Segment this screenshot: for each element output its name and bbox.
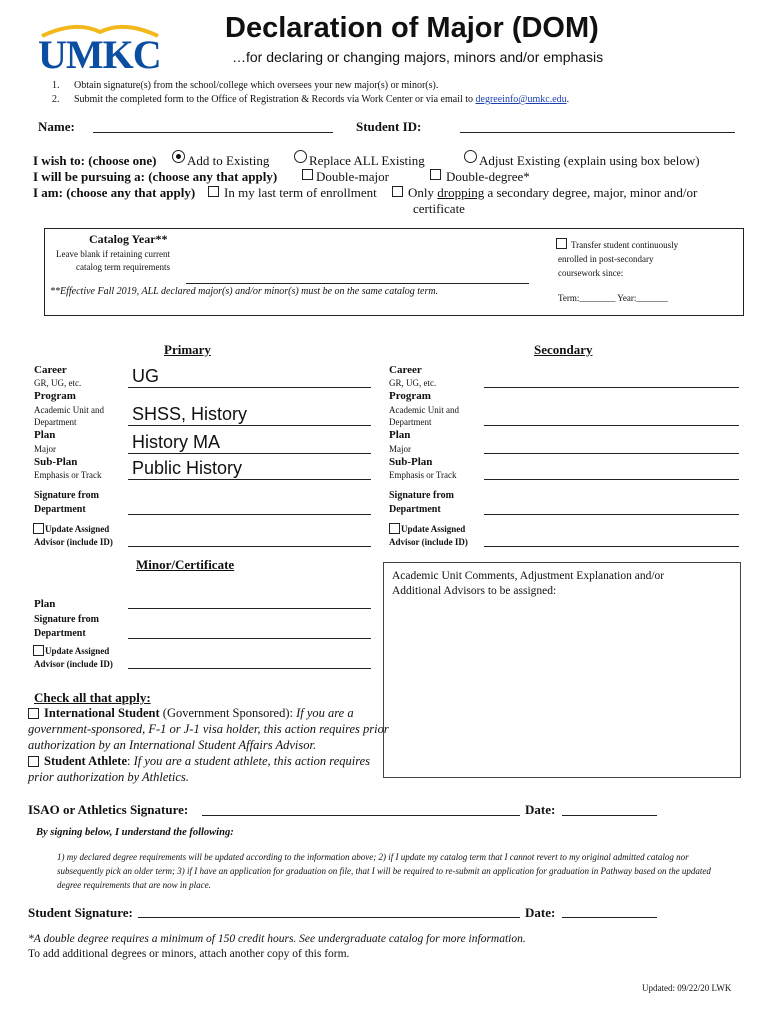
dropping-label-2: dropping [437,185,485,200]
catalog-note: **Effective Fall 2019, ALL declared major(s) and/or minor(s) must be on the same catalog term. [50,286,439,297]
check-all-heading: Check all that apply: [34,690,151,705]
double-degree-note: *A double degree requires a minimum of 150 credit hours. See undergraduate catalog for more information. [28,933,526,945]
understand-line-3: degree requirements that are now in place. [57,880,211,890]
minor-adv-label-1: Update Assigned [45,646,110,656]
international-italic-3: authorization by an International Student Affairs Advisor. [28,738,317,752]
secondary-career-hint: GR, UG, etc. [389,378,437,388]
student-id-field[interactable] [460,132,735,133]
secondary-program-hint-2: Department [389,417,432,427]
secondary-career-field[interactable] [484,387,739,388]
primary-program-hint-2: Department [34,417,77,427]
secondary-subplan-label: Sub-Plan [389,456,433,468]
last-term-label: In my last term of enrollment [224,185,377,200]
primary-advisor-checkbox[interactable] [33,523,44,534]
secondary-subplan-hint: Emphasis or Track [389,470,457,480]
comments-line-2: Additional Advisors to be assigned: [392,585,557,597]
secondary-plan-label: Plan [389,429,411,441]
dropping-label-1: Only [408,185,434,200]
umkc-logo-graphic [36,18,164,74]
primary-advisor-field[interactable] [128,546,371,547]
student-date-field[interactable] [562,917,657,918]
primary-subplan-field[interactable] [128,479,371,480]
primary-program-hint-1: Academic Unit and [34,405,104,415]
primary-heading: Primary [164,342,211,357]
primary-plan-label: Plan [34,429,56,441]
iam-label: I am: (choose any that apply) [33,185,196,200]
secondary-advisor-checkbox[interactable] [389,523,400,534]
secondary-adv-label-2: Advisor (include ID) [389,537,468,547]
student-signature-field[interactable] [138,917,520,918]
step-1: Obtain signature(s) from the school/college which oversees your new major(s) or minor(s). [74,80,439,91]
step-2-number: 2. [52,94,60,105]
secondary-sig-label-2: Department [389,504,441,515]
primary-career-field[interactable] [128,387,371,388]
primary-sig-label-1: Signature from [34,490,99,501]
secondary-advisor-field[interactable] [484,546,739,547]
dropping-label-4: certificate [413,201,465,216]
athlete-italic-2: prior authorization by Athletics. [28,770,189,784]
instructions [52,80,752,108]
wish-label: I wish to: (choose one) [33,153,157,168]
minor-advisor-checkbox[interactable] [33,645,44,656]
transfer-checkbox[interactable] [556,238,567,249]
replace-all-radio[interactable] [294,150,307,163]
student-signature-label: Student Signature: [28,905,133,920]
add-existing-label: Add to Existing [187,153,270,168]
international-checkbox[interactable] [28,708,39,719]
last-term-checkbox[interactable] [208,186,219,197]
understand-heading: By signing below, I understand the following: [36,827,234,838]
athlete-label [44,754,370,769]
international-paren: (Government Sponsored): [159,706,297,720]
primary-subplan-label: Sub-Plan [34,456,78,468]
primary-subplan-value[interactable]: Public History [132,458,243,478]
step-1-number: 1. [52,80,60,91]
secondary-heading: Secondary [534,342,593,357]
updated-note: Updated: 09/22/20 LWK [642,983,732,993]
add-existing-radio[interactable] [172,150,185,163]
international-italic-2: government-sponsored, F-1 or J-1 visa holder, this action requires prior [28,722,389,736]
isao-date-label: Date: [525,802,556,817]
step-2: Submit the completed form to the Office of Registration & Records via Work Center or via email to [74,94,474,105]
transfer-text-1: Transfer student continuously [571,240,679,250]
double-degree-label: Double-degree* [446,169,530,184]
minor-sig-label-2: Department [34,628,86,639]
minor-heading: Minor/Certificate [136,557,235,572]
dropping-checkbox[interactable] [392,186,403,197]
catalog-hint-2: catalog term requirements [76,262,170,272]
primary-signature-field[interactable] [128,514,371,515]
secondary-subplan-field[interactable] [484,479,739,480]
pursuing-label: I will be pursuing a: (choose any that apply) [33,169,278,184]
double-major-label: Double-major [316,169,389,184]
double-major-checkbox[interactable] [302,169,313,180]
student-date-label: Date: [525,905,556,920]
catalog-year-label: Catalog Year** [89,232,168,246]
secondary-sig-label-1: Signature from [389,490,454,501]
minor-sig-label-1: Signature from [34,614,99,625]
primary-subplan-hint: Emphasis or Track [34,470,102,480]
minor-plan-label: Plan [34,598,56,610]
isao-date-field[interactable] [562,815,657,816]
comments-line-1: Academic Unit Comments, Adjustment Explanation and/or [392,570,665,582]
name-label: Name: [38,119,75,134]
adjust-existing-label: Adjust Existing (explain using box below) [479,153,700,168]
minor-plan-field[interactable] [128,608,371,609]
transfer-text-2: enrolled in post-secondary [558,254,654,264]
primary-plan-value[interactable]: History MA [132,432,221,452]
primary-program-value[interactable]: SHSS, History [132,404,248,424]
understand-line-2: subsequently pick an older term; 3) if I have an application for graduation on file, that I will be required to re-submit an application for graduation in Pathway based on the updated [57,866,711,876]
understand-line-1: 1) my declared degree requirements will be updated according to the information above; 2) if I update my catalog term that I cannot revert to my original admitted catalog nor [57,852,689,862]
secondary-plan-hint: Major [389,444,411,454]
isao-signature-field[interactable] [202,815,520,816]
secondary-program-field[interactable] [484,425,739,426]
student-id-label: Student ID: [356,119,422,134]
email-link[interactable]: degreeinfo@umkc.edu [475,94,567,105]
primary-adv-label-1: Update Assigned [45,524,110,534]
primary-program-label: Program [34,390,76,402]
name-field[interactable] [93,132,333,133]
dropping-label [408,185,697,201]
primary-career-hint: GR, UG, etc. [34,378,82,388]
athlete-italic-1: If you are a student athlete, this action requires [133,754,371,768]
replace-all-label: Replace ALL Existing [309,153,425,168]
svg-text:UMKC: UMKC [38,32,161,74]
secondary-program-hint-1: Academic Unit and [389,405,459,415]
athlete-bold: Student Athlete [44,754,127,768]
primary-plan-hint: Major [34,444,56,454]
catalog-hint-1: Leave blank if retaining current [56,249,170,259]
transfer-term[interactable]: Term:________ Year:_______ [558,293,668,303]
international-italic-1: If you are a [296,706,354,720]
transfer-text-3: coursework since: [558,268,624,278]
minor-advisor-field[interactable] [128,668,371,669]
secondary-signature-field[interactable] [484,514,739,515]
form-subtitle: …for declaring or changing majors, minors and/or emphasis [232,49,604,65]
athlete-colon: : [127,754,134,768]
primary-sig-label-2: Department [34,504,86,515]
secondary-plan-field[interactable] [484,453,739,454]
adjust-existing-radio[interactable] [464,150,477,163]
step-2-period: . [566,94,570,105]
primary-program-field[interactable] [128,425,371,426]
attach-note: To add additional degrees or minors, attach another copy of this form. [28,948,350,960]
minor-signature-field[interactable] [128,638,371,639]
double-degree-checkbox[interactable] [430,169,441,180]
international-bold: International Student [44,706,160,720]
isao-signature-label: ISAO or Athletics Signature: [28,802,189,817]
form-title: Declaration of Major (DOM) [225,12,599,44]
umkc-logo [36,18,164,74]
secondary-program-label: Program [389,390,431,402]
catalog-year-field[interactable] [186,283,529,284]
secondary-career-label: Career [389,364,422,376]
primary-career-label: Career [34,364,67,376]
primary-adv-label-2: Advisor (include ID) [34,537,113,547]
primary-career-value[interactable]: UG [132,366,159,386]
international-label [44,706,354,721]
minor-adv-label-2: Advisor (include ID) [34,659,113,669]
athlete-checkbox[interactable] [28,756,39,767]
dropping-label-3: a secondary degree, major, minor and/or [487,185,698,200]
primary-plan-field[interactable] [128,453,371,454]
secondary-adv-label-1: Update Assigned [401,524,466,534]
